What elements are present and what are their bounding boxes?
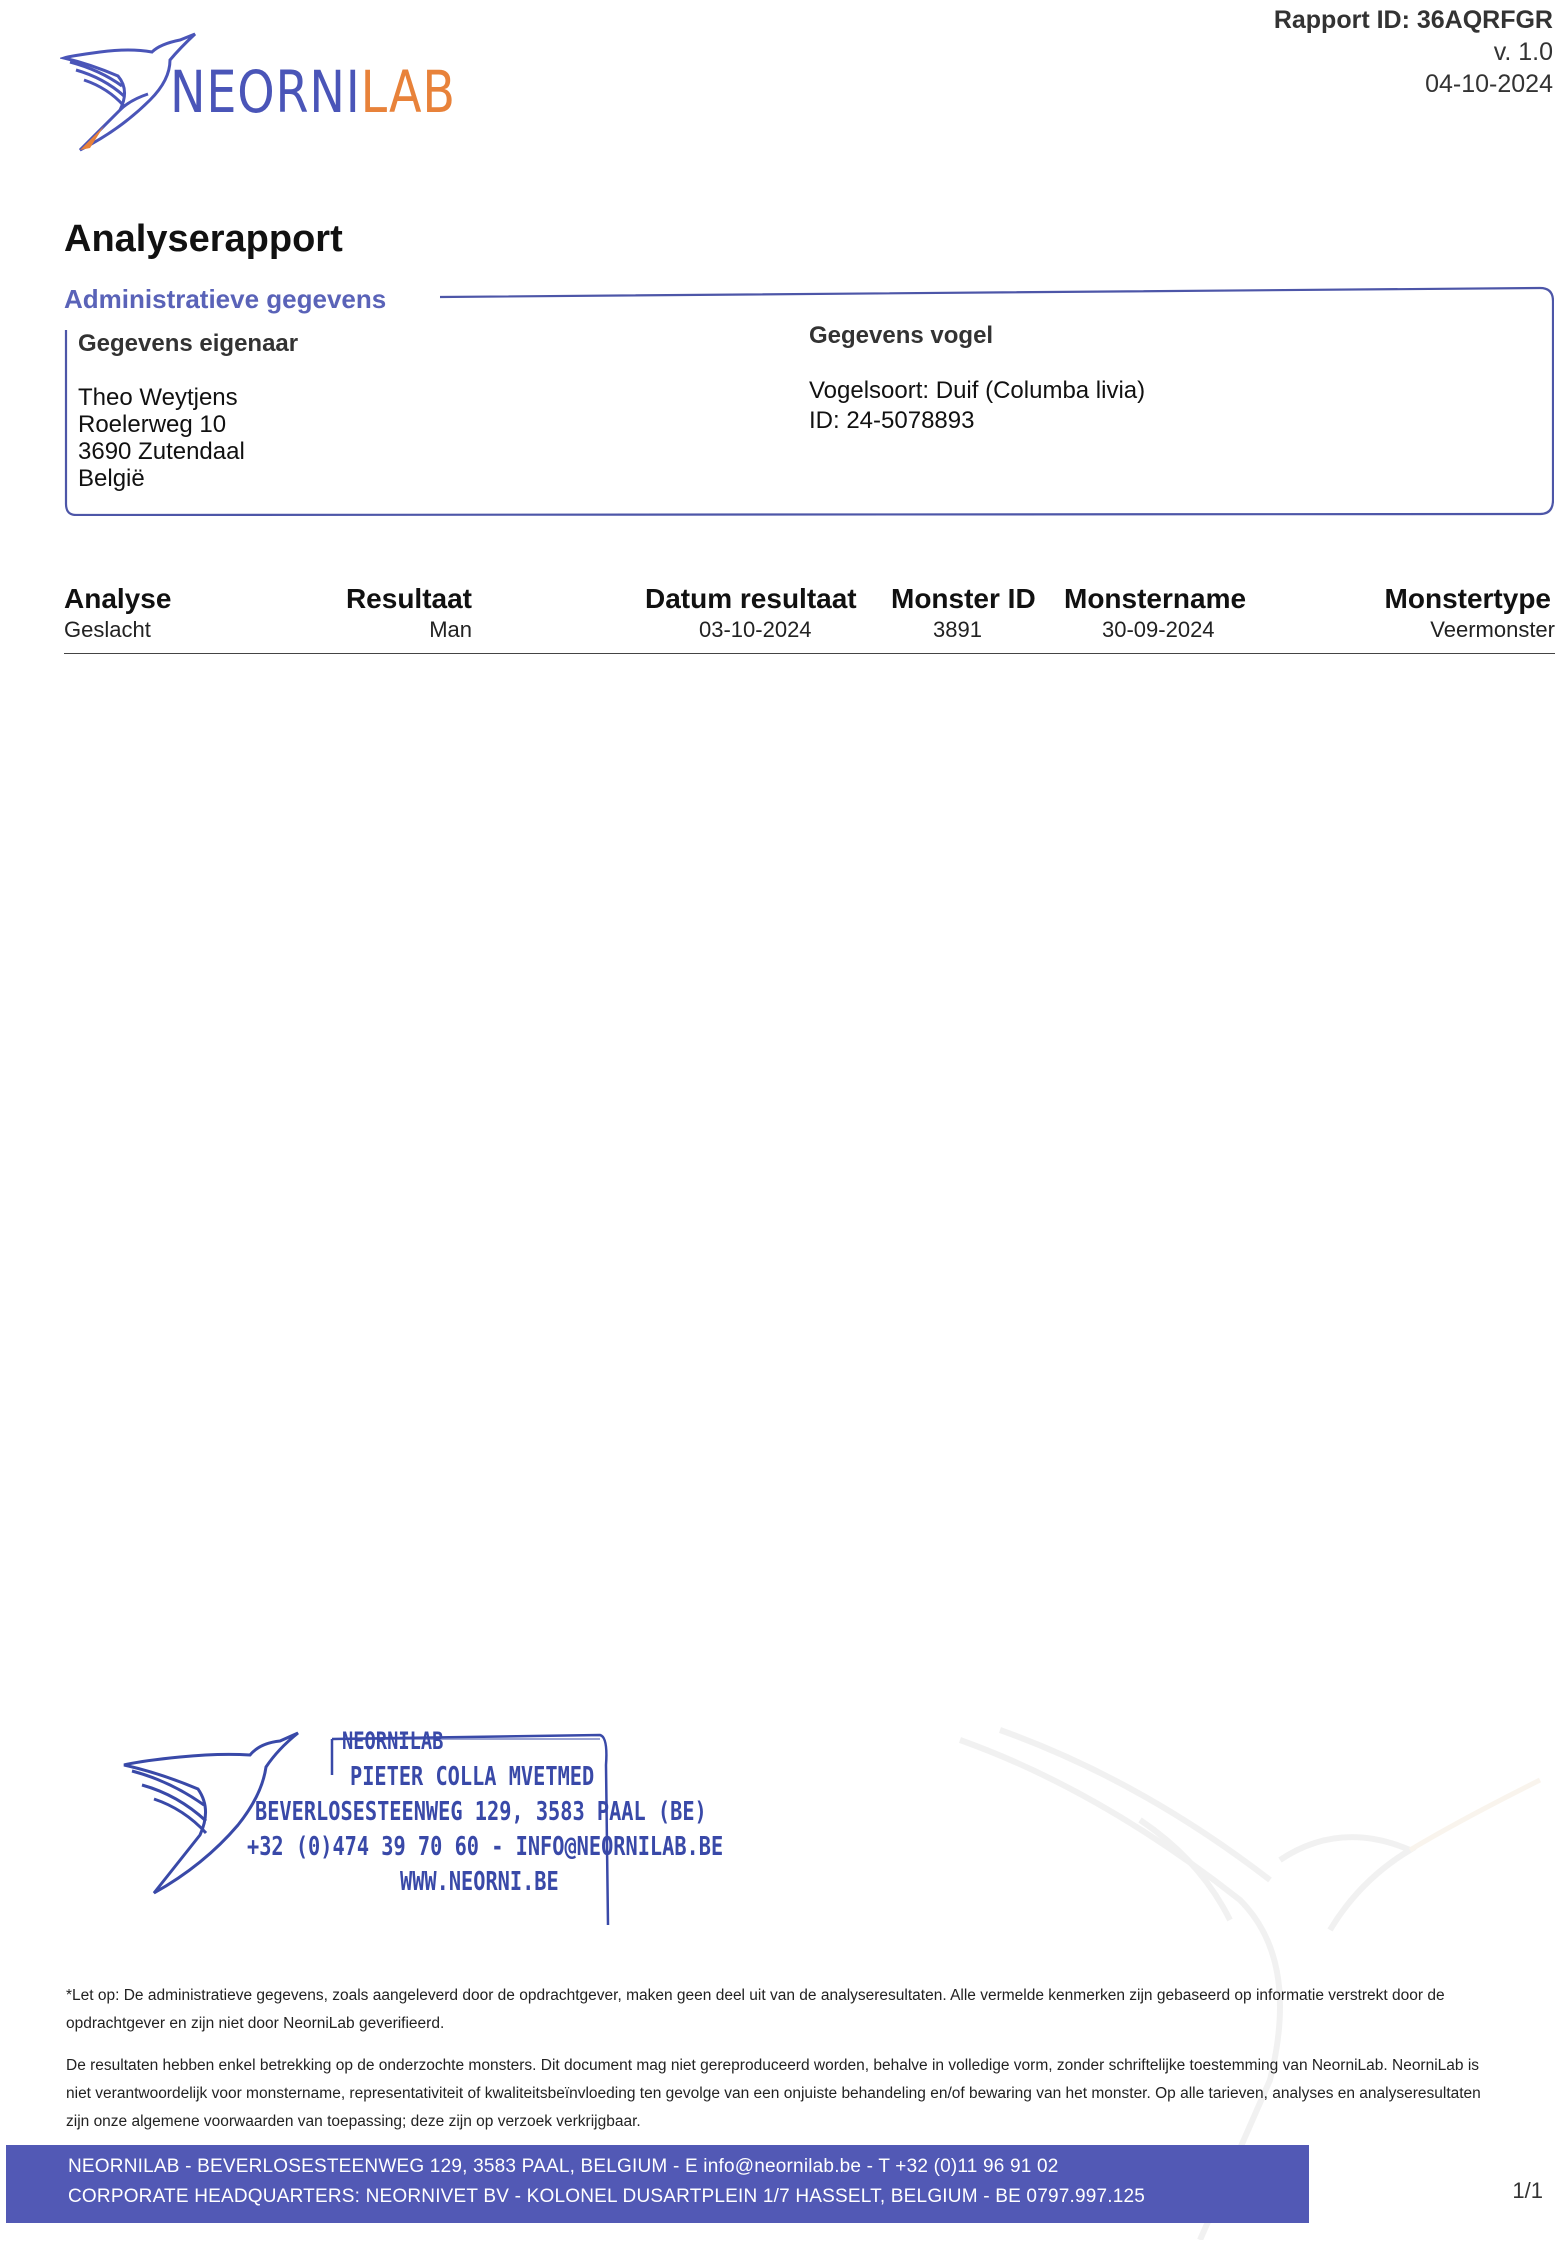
admin-section-title: Administratieve gegevens [64,284,387,314]
col-datum-resultaat: Datum resultaat [645,583,857,614]
results-table [64,583,1555,654]
table-header [64,583,1555,617]
stamp-line-2: PIETER COLLA MVETMED [350,1762,595,1792]
cell-monstername: 30-09-2024 [1102,617,1215,642]
stamp-line-4: +32 (0)474 39 70 60 - INFO@NEORNILAB.BE [247,1832,724,1862]
footer-bar [6,2145,1309,2223]
disclaimer-paragraph-2: De resultaten hebben enkel betrekking op de onderzochte monsters. Dit document mag niet gereproduceerd worden, behalve in volledige vorm, zonder schriftelijke toestemming van NeorniLab. NeorniLab is niet verantwoordelijk voor monstername, representativiteit of kwaliteitsbeïnvloeding ten gevolge van een onjuiste behandeling en/of bewaring van het monster. Op alle tarieven, analyses en analyseresultaten zijn onze algemene voorwaarden van toepassing; deze zijn op verzoek verkrijgbaar. [66,2057,1481,2130]
footer-line-2: CORPORATE HEADQUARTERS: NEORNIVET BV - KOLONEL DUSARTPLEIN 1/7 HASSELT, BELGIUM - BE 0797.997.125 [68,2186,1146,2207]
col-monstertype: Monstertype [1384,583,1551,614]
bird-heading: Gegevens vogel [809,322,994,349]
bird-details [809,376,1145,436]
bird-id: ID: 24-5078893 [809,407,975,434]
col-monstername: Monstername [1064,583,1247,614]
stamp-line-1: NEORNILAB [342,1727,444,1755]
owner-name: Theo Weytjens [78,384,238,411]
report-id: Rapport ID: 36AQRFGR [1273,6,1553,34]
owner-country: België [78,465,145,492]
disclaimer [66,1982,1506,2150]
lab-stamp [120,1725,740,1940]
owner-city: 3690 Zutendaal [78,438,245,465]
col-monster-id: Monster ID [891,583,1036,614]
report-date: 04-10-2024 [1425,70,1553,98]
cell-analyse: Geslacht [64,617,151,642]
col-resultaat: Resultaat [345,583,472,614]
page-number: 1/1 [1512,2178,1543,2203]
owner-heading: Gegevens eigenaar [78,330,299,357]
owner-street: Roelerweg 10 [78,411,227,438]
report-version: v. 1.0 [1493,38,1553,66]
logo-wordmark [170,58,456,126]
footer-line-1: NEORNILAB - BEVERLOSESTEENWEG 129, 3583 PAAL, BELGIUM - E info@neornilab.be - T +32 (0)11 96 91 02 [68,2156,1059,2177]
owner-details [78,384,245,492]
cell-datum-resultaat: 03-10-2024 [699,617,812,642]
stamp-line-5: WWW.NEORNI.BE [400,1867,559,1897]
cell-monster-id: 3891 [933,617,982,642]
cell-resultaat: Man [429,617,472,642]
cell-monstertype: Veermonster [1430,617,1555,642]
page-title: Analyserapport [64,218,343,260]
stamp-line-3: BEVERLOSESTEENWEG 129, 3583 PAAL (BE) [255,1797,707,1827]
logo-name-part2: LAB [360,58,456,126]
disclaimer-paragraph-1: *Let op: De administratieve gegevens, zoals aangeleverd door de opdrachtgever, maken geen deel uit van de analyseresultaten. Alle vermelde kenmerken zijn gebaseerd op informatie verstrekt door de opdrachtgever en zijn niet door NeorniLab geverifieerd. [66,1987,1445,2032]
logo-name-part1: NEORNI [170,58,361,126]
table-row [64,617,1555,654]
report-meta [1274,4,1553,100]
bird-species: Vogelsoort: Duif (Columba livia) [809,377,1146,404]
col-analyse: Analyse [64,583,172,614]
